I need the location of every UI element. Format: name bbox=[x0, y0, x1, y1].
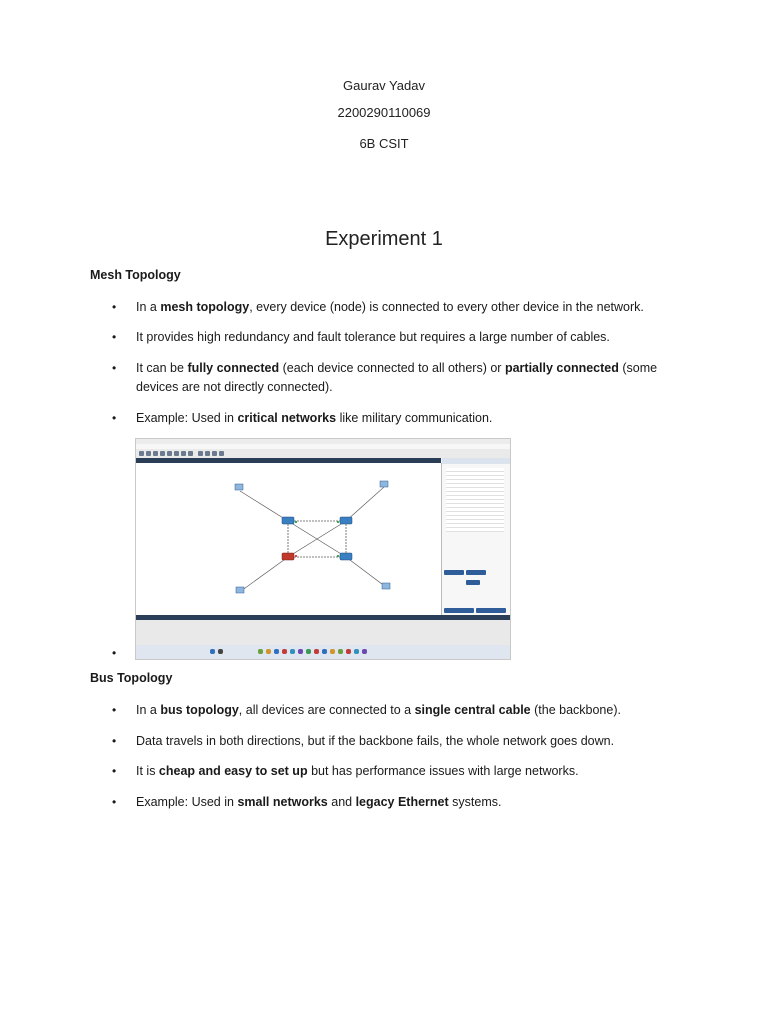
bullet-dot: • bbox=[112, 361, 117, 375]
mesh-bullet-4: • Example: Used in critical networks like military communication. bbox=[112, 409, 672, 428]
bus-bullet-1: • In a bus topology, all devices are connected to a single central cable (the backbone). bbox=[112, 701, 672, 720]
roll-number: 2200290110069 bbox=[337, 105, 431, 120]
class-section: 6B CSIT bbox=[359, 136, 409, 151]
mesh-bullet-2: • It provides high redundancy and fault tolerance but requires a large number of cables. bbox=[112, 328, 672, 347]
mesh-topology-screenshot bbox=[135, 438, 511, 660]
bullet-dot: • bbox=[112, 300, 117, 314]
topology-canvas bbox=[136, 463, 442, 615]
device-tray bbox=[136, 615, 510, 645]
bullet-dot: • bbox=[112, 411, 117, 425]
bullet-dot: • bbox=[112, 330, 117, 344]
bullet-dot: • bbox=[112, 703, 117, 717]
topology-diagram bbox=[136, 463, 441, 615]
bullet-dot: • bbox=[112, 795, 117, 809]
screenshot-taskbar bbox=[136, 645, 510, 659]
bus-bullet-4: • Example: Used in small networks and legacy Ethernet systems. bbox=[112, 793, 672, 812]
mesh-bullet-1: • In a mesh topology, every device (node) is connected to every other device in the network. bbox=[112, 298, 672, 317]
author-name: Gaurav Yadav bbox=[343, 78, 425, 93]
bullet-dot: • bbox=[112, 646, 117, 660]
mesh-heading: Mesh Topology bbox=[90, 268, 181, 282]
page-title: Experiment 1 bbox=[325, 228, 443, 250]
simulation-panel bbox=[442, 458, 510, 615]
bus-heading: Bus Topology bbox=[90, 671, 173, 685]
mesh-bullet-3: • It can be fully connected (each device connected to all others) or partially connected (some devices are not directly connected). bbox=[112, 361, 658, 394]
bullet-dot: • bbox=[112, 764, 117, 778]
bullet-dot: • bbox=[112, 734, 117, 748]
screenshot-toolbar bbox=[136, 449, 510, 458]
bus-bullet-2: • Data travels in both directions, but if the backbone fails, the whole network goes down. bbox=[112, 732, 672, 751]
bus-bullet-3: • It is cheap and easy to set up but has performance issues with large networks. bbox=[112, 762, 672, 781]
